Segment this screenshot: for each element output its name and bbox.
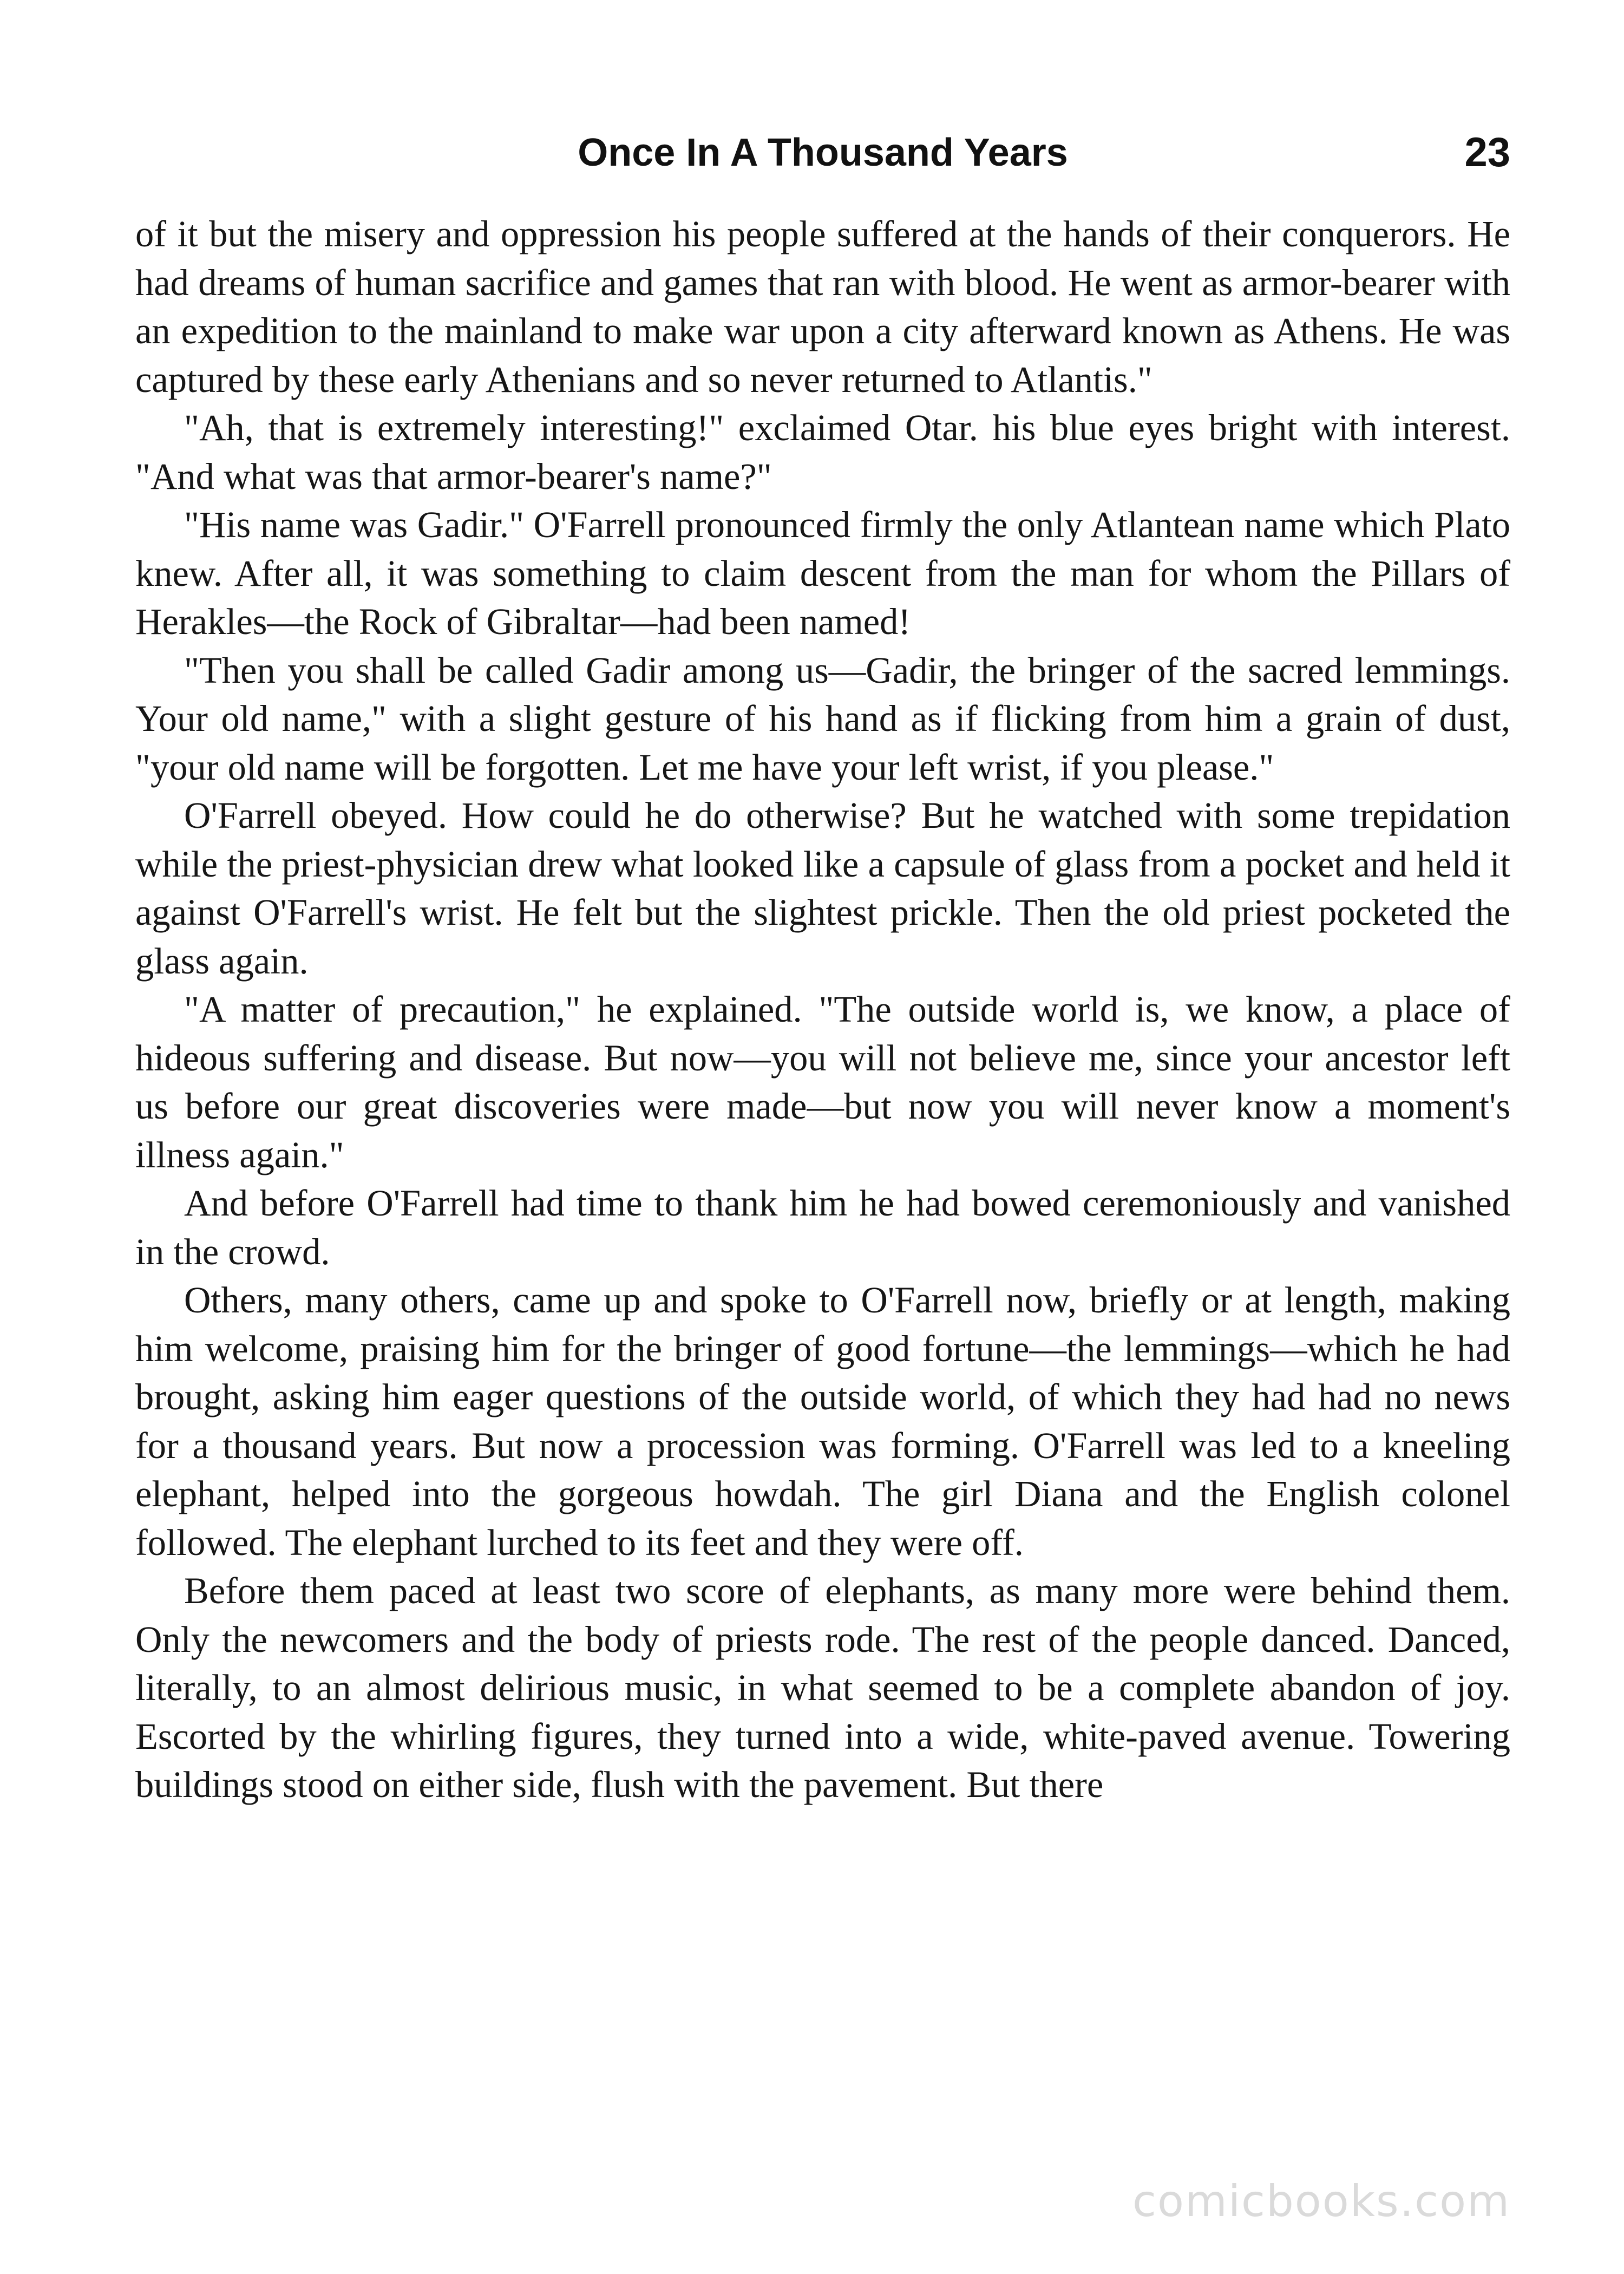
- chapter-title: Once In A Thousand Years: [578, 131, 1068, 174]
- paragraph: "Then you shall be called Gadir among us—Gadir, the bringer of the sacred lemmings. Your old name," with a slight gesture of his hand as if flicking from him a grain of dust, "your old name will be forgotten. Let me have your left wrist, if you please.": [135, 649, 1510, 788]
- paragraph: "His name was Gadir." O'Farrell pronounced firmly the only Atlantean name which Plato knew. After all, it was something to claim descent from the man for whom the Pillars of Herakles—the Rock of Gibraltar—had been named!: [135, 504, 1510, 642]
- paragraph: And before O'Farrell had time to thank him he had bowed ceremoniously and vanished in the crowd.: [135, 1182, 1510, 1272]
- running-header: [135, 120, 1510, 185]
- page-number: 23: [1464, 129, 1510, 175]
- watermark-logo: comicbooks.com: [1132, 2176, 1510, 2226]
- paragraph: O'Farrell obeyed. How could he do otherwise? But he watched with some trepidation while the priest-physician drew what looked like a capsule of glass from a pocket and held it against O'Farrell's wrist. He felt but the slightest prickle. Then the old priest pocketed the glass again.: [135, 795, 1510, 982]
- paragraph: "A matter of precaution," he explained. "The outside world is, we know, a place of hideous suffering and disease. But now—you will not believe me, since your ancestor left us before our great discoveries were made—but now you will never know a moment's illness again.": [135, 989, 1510, 1175]
- body-text: [135, 210, 1510, 2121]
- paragraph: of it but the misery and oppression his people suffered at the hands of their conquerors. He had dreams of human sacrifice and games that ran with blood. He went as armor-bearer with an expedition to the mainland to make war upon a city afterward known as Athens. He was captured by these early Athenians and so never returned to Atlantis.": [135, 213, 1510, 400]
- paragraph: Others, many others, came up and spoke to O'Farrell now, briefly or at length, making him welcome, praising him for the bringer of good fortune—the lemmings—which he had brought, asking him eager questions of the outside world, of which they had had no news for a thousand years. But now a procession was forming. O'Farrell was led to a kneeling elephant, helped into the gorgeous howdah. The girl Diana and the English colonel followed. The elephant lurched to its feet and they were off.: [135, 1279, 1510, 1563]
- paragraph: "Ah, that is extremely interesting!" exclaimed Otar. his blue eyes bright with interest. "And what was that armor-bearer's name?": [135, 407, 1510, 497]
- paragraph: Before them paced at least two score of elephants, as many more were behind them. Only the newcomers and the body of priests rode. The rest of the people danced. Danced, literally, to an almost delirious music, in what seemed to be a complete abandon of joy. Escorted by the whirling figures, they turned into a wide, white-paved avenue. Towering buildings stood on either side, flush with the pavement. But there: [135, 1570, 1510, 1805]
